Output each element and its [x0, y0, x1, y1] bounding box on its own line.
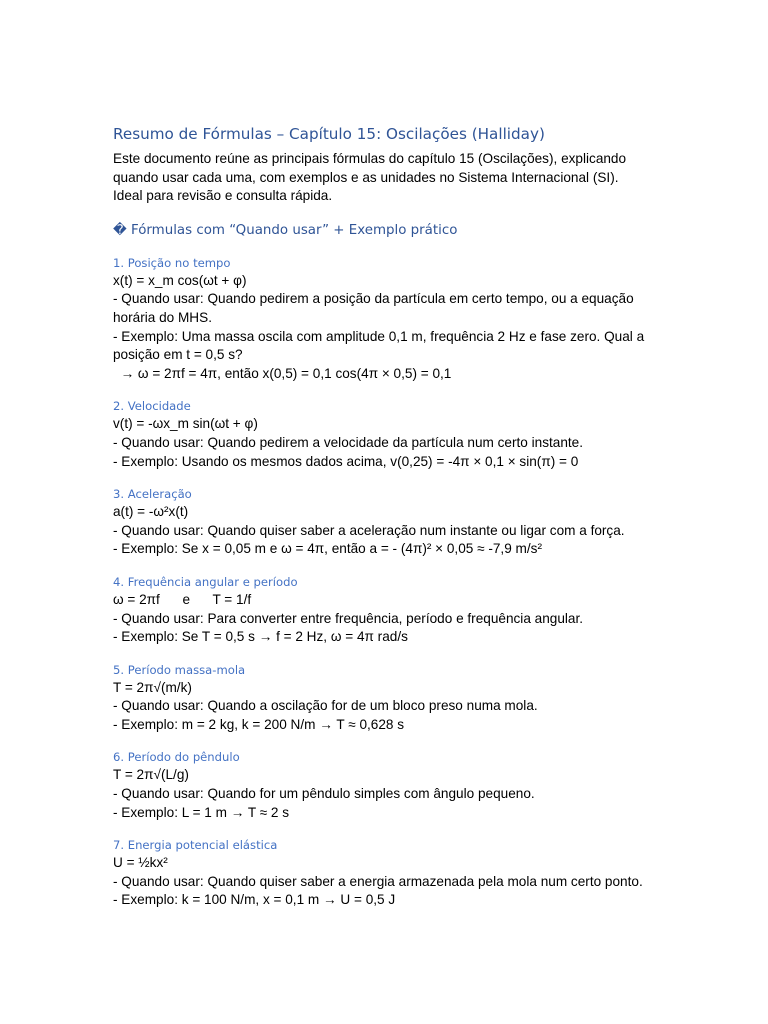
section-elastic-potential-energy: [113, 836, 658, 910]
section-angular-frequency: [113, 573, 658, 647]
usage-line: - Quando usar: Quando pedirem a velocidade da partícula num certo instante.: [113, 434, 584, 450]
formula-line: T = 2π√(L/g): [113, 767, 189, 783]
formula-line: ω = 2πf e T = 1/f: [113, 591, 252, 607]
formula-line: a(t) = -ω²x(t): [113, 504, 189, 520]
section-title: 4. Frequência angular e período: [113, 574, 298, 589]
example-line: posição em t = 0,5 s?: [113, 347, 243, 363]
usage-line: - Quando usar: Quando a oscilação for de um bloco preso numa mola.: [113, 698, 538, 714]
section-title: 7. Energia potencial elástica: [113, 838, 278, 853]
intro-line: Este documento reúne as principais fórmulas do capítulo 15 (Oscilações), explicando: [113, 151, 627, 166]
section-pendulum-period: [113, 748, 658, 822]
section-velocity: [113, 397, 658, 471]
section-title: 5. Período massa-mola: [113, 662, 246, 677]
formulas-subheading: � Fórmulas com “Quando usar” + Exemplo prático: [113, 222, 458, 238]
formula-line: v(t) = -ωx_m sin(ωt + φ): [113, 416, 258, 432]
section-title: 6. Período do pêndulo: [113, 750, 240, 765]
example-line: - Exemplo: Se x = 0,05 m e ω = 4π, então a = - (4π)² × 0,05 ≈ -7,9 m/s²: [113, 541, 542, 557]
usage-line: - Quando usar: Para converter entre frequência, período e frequência angular.: [113, 610, 584, 626]
example-line: - Exemplo: Se T = 0,5 s → f = 2 Hz, ω = 4π rad/s: [113, 629, 408, 645]
section-title: 1. Posição no tempo: [113, 255, 231, 270]
section-title: 2. Velocidade: [113, 399, 191, 414]
example-line: - Exemplo: L = 1 m → T ≈ 2 s: [113, 804, 290, 820]
example-line: - Exemplo: Uma massa oscila com amplitude 0,1 m, frequência 2 Hz e fase zero. Qual a: [113, 328, 645, 344]
document-title: Resumo de Fórmulas – Capítulo 15: Oscilações (Halliday): [113, 125, 545, 143]
intro-paragraph: [113, 150, 658, 206]
example-line: - Exemplo: m = 2 kg, k = 200 N/m → T ≈ 0,628 s: [113, 716, 405, 732]
usage-line: - Quando usar: Quando pedirem a posição da partícula em certo tempo, ou a equação: [113, 291, 634, 307]
formula-line: U = ½kx²: [113, 855, 168, 871]
section-position: [113, 254, 658, 384]
section-title: 3. Aceleração: [113, 487, 192, 502]
section-acceleration: [113, 485, 658, 559]
formula-line: T = 2π√(m/k): [113, 679, 192, 695]
usage-line: - Quando usar: Quando quiser saber a aceleração num instante ou ligar com a força.: [113, 522, 625, 538]
intro-line: quando usar cada uma, com exemplos e as unidades no Sistema Internacional (SI).: [113, 169, 619, 185]
document-page: [113, 123, 658, 924]
example-line: - Exemplo: Usando os mesmos dados acima, v(0,25) = -4π × 0,1 × sin(π) = 0: [113, 453, 579, 469]
example-line: - Exemplo: k = 100 N/m, x = 0,1 m → U = 0,5 J: [113, 892, 396, 908]
formula-line: x(t) = x_m cos(ωt + φ): [113, 272, 247, 288]
usage-line: - Quando usar: Quando quiser saber a energia armazenada pela mola num certo ponto.: [113, 873, 643, 889]
usage-line: horária do MHS.: [113, 309, 212, 325]
result-line: → ω = 2πf = 4π, então x(0,5) = 0,1 cos(4π × 0,5) = 0,1: [113, 365, 452, 381]
section-mass-spring-period: [113, 661, 658, 735]
usage-line: - Quando usar: Quando for um pêndulo simples com ângulo pequeno.: [113, 786, 535, 802]
intro-line: Ideal para revisão e consulta rápida.: [113, 188, 333, 204]
